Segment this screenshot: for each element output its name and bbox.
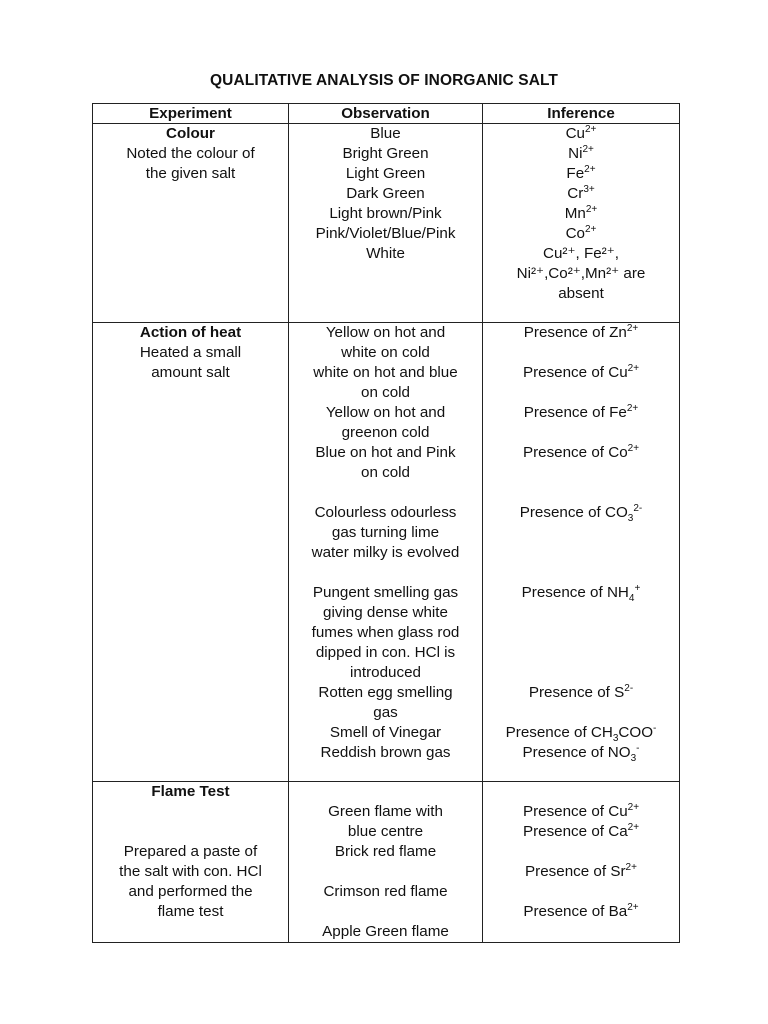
spacer [486, 463, 676, 503]
table-row-colour [93, 124, 680, 323]
observation-text: giving dense white [323, 604, 448, 621]
experiment-text: Prepared a paste of [123, 843, 258, 860]
observation-text: Light brown/Pink [329, 205, 442, 222]
observation-text: Blue on hot and Pink [315, 444, 456, 461]
inference-ion: Presence of $S^{2-}$ [528, 682, 634, 701]
observation-text: Yellow on hot and [325, 324, 446, 341]
inference-ion: $Mn^{2+}$ [564, 203, 598, 222]
experiment-heading: Action of heat [139, 324, 242, 341]
spacer [486, 603, 676, 683]
observation-text: gas turning lime [331, 524, 440, 541]
spacer [292, 563, 479, 583]
spacer [486, 343, 676, 363]
observation-text: White [366, 245, 405, 262]
observation-text: Green flame with [328, 803, 443, 820]
inference-ion: Presence of $Ba^{2+}$ [523, 901, 639, 920]
spacer [96, 802, 285, 842]
observation-text: fumes when glass rod [311, 624, 460, 641]
observation-text: on cold [361, 384, 410, 401]
inference-ion: $Fe^{2+}$ [566, 163, 596, 182]
observation-text: Smell of Vinegar [329, 724, 442, 741]
observation-text: blue centre [347, 823, 424, 840]
observation-text: gas [373, 704, 398, 721]
spacer [486, 523, 676, 583]
experiment-text: amount salt [151, 364, 230, 381]
experiment-text: and performed the [128, 883, 253, 900]
spacer [292, 483, 479, 503]
inference-cell-flame [483, 782, 680, 943]
analysis-table [92, 103, 680, 943]
spacer [486, 703, 676, 723]
spacer [486, 782, 676, 802]
observation-text: greenon cold [341, 424, 430, 441]
observation-text: Blue [370, 125, 401, 142]
header-inference: Inference [483, 104, 680, 124]
inference-ion: $Cr^{3+}$ [567, 183, 595, 202]
inference-ion: Presence of $Cu^{2+}$ [522, 362, 640, 381]
inference-ion: Presence of $CH_3COO^-$ [505, 722, 657, 745]
header-experiment: Experiment [93, 104, 289, 124]
inference-ion: $Ni^{2+}$ [568, 143, 594, 162]
experiment-cell-heat [93, 323, 289, 782]
spacer [292, 902, 479, 922]
observation-text: Brick red flame [334, 843, 437, 860]
observation-text: dipped in con. HCl is [315, 644, 456, 661]
experiment-text: flame test [157, 903, 224, 920]
observation-text: Apple Green flame [322, 923, 449, 940]
inference-text: absent [558, 285, 604, 302]
inference-ion: Presence of $Ca^{2+}$ [522, 821, 640, 840]
inference-ion: Presence of $Co^{2+}$ [522, 442, 640, 461]
observation-text: Crimson red flame [323, 883, 448, 900]
page-title: QUALITATIVE ANALYSIS OF INORGANIC SALT [210, 72, 558, 89]
table-row-heat [93, 323, 680, 782]
header-observation: Observation [289, 104, 483, 124]
observation-text: Bright Green [342, 145, 429, 162]
table-row-flame [93, 782, 680, 943]
observation-text: Reddish brown gas [320, 744, 451, 761]
observation-text: white on hot and blue [313, 364, 458, 381]
observation-text: Pink/Violet/Blue/Pink [315, 225, 456, 242]
spacer [292, 782, 479, 802]
inference-ion: $Cu^{2+}$ [565, 123, 597, 142]
experiment-cell-colour [93, 124, 289, 323]
observation-text: Light Green [345, 165, 426, 182]
inference-ion: Presence of $Sr^{2+}$ [525, 861, 637, 880]
spacer [486, 882, 676, 902]
observation-text: Yellow on hot and [325, 404, 446, 421]
observation-text: introduced [350, 664, 421, 681]
inference-ion: Presence of $CO_3^{2-}$ [519, 502, 643, 525]
observation-text: Colourless odourless [314, 504, 457, 521]
spacer [486, 842, 676, 862]
spacer [486, 383, 676, 403]
observation-text: water milky is evolved [311, 544, 460, 561]
experiment-text: the given salt [145, 165, 236, 182]
observation-text: Rotten egg smelling [318, 684, 453, 701]
observation-text: Dark Green [346, 185, 425, 202]
observation-text: Pungent smelling gas [312, 584, 459, 601]
inference-ion: Presence of $Zn^{2+}$ [523, 322, 639, 341]
experiment-text: the salt with con. HCl [119, 863, 262, 880]
experiment-heading: Flame Test [151, 783, 230, 800]
inference-text: Cu²⁺, Fe²⁺, [543, 245, 619, 262]
inference-cell-colour [483, 124, 680, 323]
observation-cell-flame [289, 782, 483, 943]
experiment-cell-flame [93, 782, 289, 943]
observation-cell-heat [289, 323, 483, 782]
inference-ion: Presence of $NO_3^-$ [522, 742, 640, 765]
table-header-row [93, 104, 680, 124]
inference-ion: Presence of $Fe^{2+}$ [523, 402, 639, 421]
inference-text: Ni²⁺,Co²⁺,Mn²⁺ are [516, 265, 646, 282]
inference-ion: Presence of $NH_4^+$ [521, 582, 641, 605]
experiment-text: Heated a small [139, 344, 242, 361]
experiment-text: Noted the colour of [126, 145, 255, 162]
spacer [292, 862, 479, 882]
spacer [486, 423, 676, 443]
experiment-heading: Colour [166, 125, 215, 142]
observation-text: on cold [361, 464, 410, 481]
inference-ion: Presence of $Cu^{2+}$ [522, 801, 640, 820]
inference-ion: $Co^{2+}$ [565, 223, 597, 242]
inference-cell-heat [483, 323, 680, 782]
observation-text: white on cold [341, 344, 430, 361]
observation-cell-colour [289, 124, 483, 323]
